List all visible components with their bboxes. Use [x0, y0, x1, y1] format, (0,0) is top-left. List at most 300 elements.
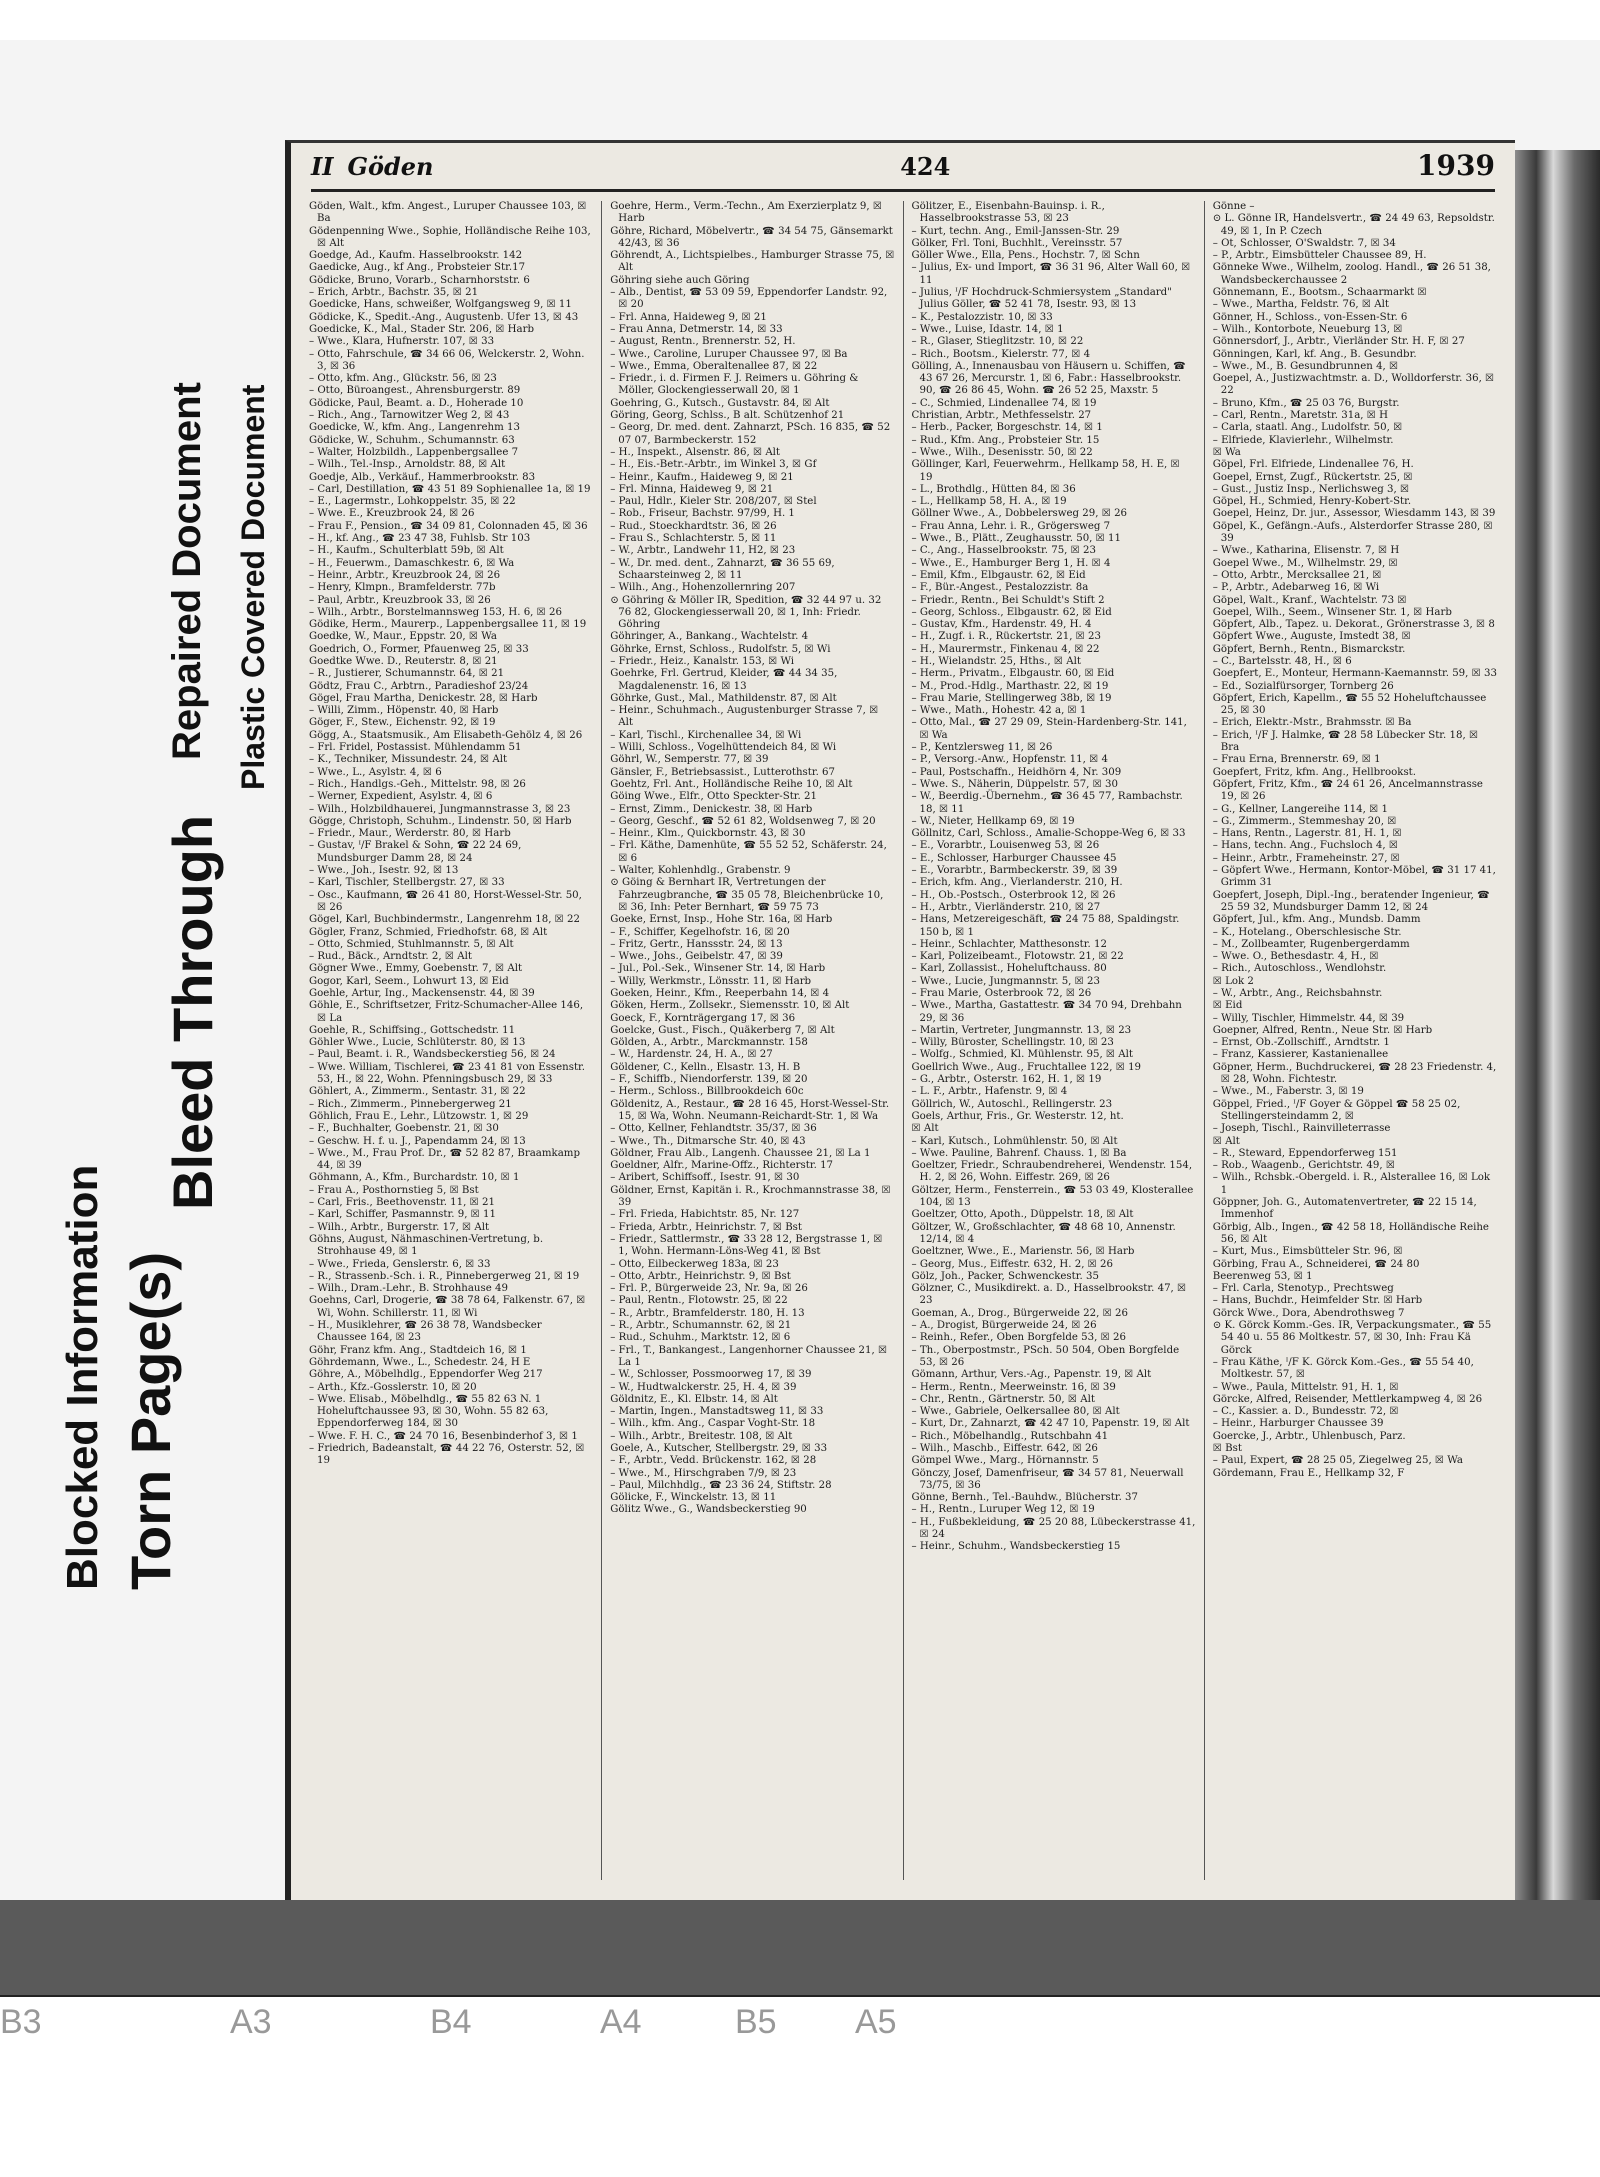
directory-entry: Goepel, Ernst, Zugf., Rückertstr. 25, ☒ [1212, 471, 1413, 483]
directory-entry: – Karl, Polizeibeamt., Flotowstr. 21, ☒ 22 [911, 951, 1124, 963]
directory-entry: Göhns, August, Nähmaschinen-Vertretung, b. Strohhause 49, ☒ 1 [309, 1233, 544, 1258]
directory-entry: Göhmann, A., Kfm., Burchardstr. 10, ☒ 1 [309, 1172, 520, 1184]
directory-entry: – Frau Käthe, ᴵ/F K. Görck Kom.-Ges., ☎ 55 54 40, Moltkestr. 57, ☒ [1212, 1356, 1474, 1381]
directory-entry: – Werner, Expedient, Asylstr. 4, ☒ 6 [309, 791, 493, 803]
directory-entry: ☒ Alt [911, 1123, 939, 1135]
listing-column-3 [904, 201, 1205, 1880]
directory-entry: – Reinh., Refer., Oben Borgfelde 53, ☒ 26 [911, 1332, 1126, 1344]
directory-entry: – Friedr., Rentn., Bei Schuldt's Stift 2 [911, 594, 1105, 606]
directory-entry: Göpfert, Erich, Kapellm., ☎ 55 52 Hoheluftchaussee 25, ☒ 30 [1212, 692, 1487, 717]
directory-entry: – Walter, Holzbildh., Lappenbergsallee 7 [309, 446, 519, 458]
directory-entry: – W., Nieter, Hellkamp 69, ☒ 19 [911, 815, 1075, 827]
directory-entry: – R., Arbtr., Bramfelderstr. 180, H. 13 [610, 1307, 805, 1319]
directory-entry: – C., Bartelsstr. 48, H., ☒ 6 [1212, 655, 1352, 667]
directory-entry: Göpfert, Alb., Tapez. u. Dekorat., Grönerstrasse 3, ☒ 8 [1212, 619, 1495, 631]
directory-entry: Göhrke, Gust., Mal., Mathildenstr. 87, ☒ Alt [610, 692, 837, 704]
stamp-repaired-document: Repaired Document [165, 382, 209, 760]
page-keyword: Göden [347, 152, 434, 181]
directory-entry: – Th., Oberpostmstr., PSch. 50 504, Oben Borgfelde 53, ☒ 26 [911, 1344, 1180, 1368]
directory-entry: ☒ Bst [1212, 1442, 1242, 1454]
directory-entry: – Hans, Rentn., Lagerstr. 81, H. 1, ☒ [1212, 828, 1402, 840]
directory-entry: – K., Hotelang., Oberschlesische Str. [1212, 926, 1402, 938]
directory-entry: Gödtz, Frau C., Arbtrn., Paradieshof 23/24 [309, 680, 529, 692]
directory-entry: Gögg, A., Staatsmusik., Am Elisabeth-Gehölz 4, ☒ 26 [309, 729, 583, 741]
directory-entry: Gögler, Franz, Schmied, Friedhofstr. 68, ☒ Alt [309, 926, 548, 938]
directory-entry: – C., Kassier. a. D., Bundesstr. 72, ☒ [1212, 1406, 1399, 1418]
directory-entry: – K., Pestalozzistr. 10, ☒ 33 [911, 311, 1053, 323]
directory-entry: ☒ Lok 2 [1212, 975, 1254, 987]
directory-entry: Goeltzner, Wwe., E., Marienstr. 56, ☒ Harb [911, 1246, 1135, 1258]
directory-entry: Göllrich, W., Autoschl., Rellingerstr. 23 [911, 1098, 1113, 1110]
directory-entry: – Heinr., Schlachter, Matthesonstr. 12 [911, 938, 1107, 950]
directory-entry: – F., Buchhalter, Goebenstr. 21, ☒ 30 [309, 1123, 499, 1135]
directory-entry: Göken, Herm., Zollsekr., Siemensstr. 10, ☒ Alt [610, 1000, 850, 1012]
directory-entry: Goeltzer, Otto, Apoth., Düppelstr. 18, ☒ Alt [911, 1209, 1134, 1221]
directory-entry: – Arth., Kfz.-Gosslerstr. 10, ☒ 20 [309, 1381, 477, 1393]
directory-entry: Goehre, Herm., Verm.-Techn., Am Exerzierplatz 9, ☒ Harb [610, 201, 883, 225]
directory-entry: – Paul, Beamt. i. R., Wandsbeckerstieg 56, ☒ 24 [309, 1049, 556, 1061]
directory-entry: – W., Beerdig.-Übernehm., ☎ 36 45 77, Rambachstr. 18, ☒ 11 [911, 791, 1183, 815]
directory-entry: Göpel, Walt., Kranf., Wachtelstr. 73 ☒ [1212, 594, 1407, 606]
directory-entry: – Fritz, Gertr., Hanssstr. 24, ☒ 13 [610, 938, 783, 950]
directory-entry: – Rich., Möbelhandlg., Rutschbahn 41 [911, 1430, 1109, 1442]
directory-entry: – Otto, kfm. Ang., Glückstr. 56, ☒ 23 [309, 373, 497, 385]
directory-entry: – Franz, Kassierer, Kastanienallee [1212, 1049, 1389, 1061]
directory-entry: Goelcke, Gust., Fisch., Quäkerberg 7, ☒ Alt [610, 1024, 835, 1036]
directory-entry: – Willy, Werkmstr., Lönsstr. 11, ☒ Harb [610, 975, 812, 987]
directory-entry: – Frl. P., Bürgerweide 23, Nr. 9a, ☒ 26 [610, 1283, 808, 1295]
directory-entry: Goele, A., Kutscher, Stellbergstr. 29, ☒ 33 [610, 1442, 828, 1454]
directory-entry: Gödenpenning Wwe., Sophie, Holländische Reihe 103, ☒ Alt [309, 225, 591, 249]
directory-entry: Goehle, R., Schiffsing., Gottschedstr. 11 [309, 1024, 516, 1036]
directory-entry: – R., Arbtr., Schumannstr. 62, ☒ 21 [610, 1320, 792, 1332]
directory-entry: – Wilh., Ang., Hohenzollernring 207 [610, 582, 796, 594]
directory-entry: – Wwe., Caroline, Luruper Chaussee 97, ☒ Ba [610, 348, 848, 360]
directory-entry: – Wwe. F. H. C., ☎ 24 70 16, Besenbinderhof 3, ☒ 1 [309, 1430, 578, 1442]
directory-entry: Görbig, Alb., Ingen., ☎ 42 58 18, Holländische Reihe 56, ☒ Alt [1212, 1221, 1489, 1245]
directory-entry: – Friedr., Sattlermstr., ☎ 33 28 12, Bergstrasse 1, ☒ 1, Wohn. Hermann-Löns-Weg 41, ☒ Bst [610, 1233, 883, 1258]
directory-entry: – Wolfg., Schmied, Kl. Mühlenstr. 95, ☒ Alt [911, 1049, 1134, 1061]
directory-entry: – Erich, ᴵ/F J. Halmke, ☎ 28 58 Lübecker Str. 18, ☒ Bra [1212, 729, 1479, 754]
directory-entry: Goels, Arthur, Fris., Gr. Westerstr. 12, ht. [911, 1110, 1124, 1122]
directory-entry: – Rud., Stoeckhardtstr. 36, ☒ 26 [610, 520, 777, 532]
directory-entry: Gönningen, Karl, kf. Ang., B. Gesundbr. [1212, 348, 1417, 360]
directory-entry: – Wilh., kfm. Ang., Caspar Voght-Str. 18 [610, 1418, 816, 1430]
directory-entry: – H., Eis.-Betr.-Arbtr., im Winkel 3, ☒ Gf [610, 459, 817, 471]
directory-entry: Göpel, K., Gefängn.-Aufs., Alsterdorfer Strasse 280, ☒ 39 [1212, 520, 1493, 545]
directory-entry: – R., Glaser, Stieglitzstr. 10, ☒ 22 [911, 336, 1084, 348]
directory-entry: ☒ Wa [1212, 446, 1241, 458]
directory-entry: – Karl, Tischl., Kirchenallee 34, ☒ Wi [610, 729, 802, 741]
directory-entry: – Otto, Schmied, Stuhlmannstr. 5, ☒ Alt [309, 938, 514, 950]
directory-entry: – L. F., Arbtr., Hafenstr. 9, ☒ 4 [911, 1086, 1068, 1098]
directory-entry: Goedicke, K., Mal., Stader Str. 206, ☒ Harb [309, 323, 535, 335]
scan-ruler [0, 1995, 1600, 2052]
directory-entry: – H., Musiklehrer, ☎ 26 38 78, Wandsbecker Chaussee 164, ☒ 23 [309, 1320, 542, 1344]
directory-entry: – Rob., Friseur, Bachstr. 97/99, H. 1 [610, 508, 795, 520]
directory-page [285, 140, 1515, 1900]
directory-entry: – F., Bür.-Angest., Pestalozzistr. 8a [911, 582, 1089, 594]
directory-entry: Goehrke, Frl. Gertrud, Kleider, ☎ 44 34 35, Magdalenenstr. 16, ☒ 13 [610, 668, 838, 692]
directory-entry: Göller Wwe., Ella, Pens., Hochstr. 7, ☒ Schn [911, 250, 1140, 262]
directory-entry: Goepel, Wilh., Seem., Winsener Str. 1, ☒ Harb [1212, 606, 1452, 618]
directory-entry: Gögner Wwe., Emmy, Goebenstr. 7, ☒ Alt [309, 963, 523, 975]
directory-entry: – Alb., Dentist, ☎ 53 09 59, Eppendorfer Landstr. 92, ☒ 20 [610, 287, 888, 311]
ruler-mark: A4 [600, 2003, 642, 2041]
directory-entry: – H., Fußbekleidung, ☎ 25 20 88, Lübeckerstrasse 41, ☒ 24 [911, 1516, 1196, 1541]
directory-entry: Gönneke Wwe., Wilhelm, zoolog. Handl., ☎ 26 51 38, Wandsbeckerchaussee 2 [1212, 262, 1491, 286]
directory-entry: – Wwe., Martha, Feldstr. 76, ☒ Alt [1212, 299, 1389, 311]
directory-entry: – Otto, Kellner, Fehlandtstr. 35/37, ☒ 36 [610, 1123, 817, 1135]
directory-entry: Göring, Georg, Schlss., B alt. Schützenhof 21 [610, 410, 845, 422]
directory-entry: Goedicke, Hans, schweißer, Wolfgangsweg 9, ☒ 11 [309, 299, 572, 311]
directory-entry: – Wilh., Dram.-Lehr., B. Strohhause 49 [309, 1283, 508, 1295]
directory-entry: Gönne, Bernh., Tel.-Bauhdw., Blücherstr. 37 [911, 1492, 1139, 1504]
directory-entry: Görbing, Frau A., Schneiderei, ☎ 24 80 [1212, 1258, 1420, 1270]
directory-entry: – Wwe., M., Faberstr. 3, ☒ 19 [1212, 1086, 1364, 1098]
directory-entry: – Frau F., Pension., ☎ 34 09 81, Colonnaden 45, ☒ 36 [309, 520, 588, 532]
directory-entry: – Frau Marie, Osterbrook 72, ☒ 26 [911, 988, 1092, 999]
directory-entry: – Rud., Bäck., Arndtstr. 2, ☒ Alt [309, 951, 472, 963]
listing-column-2 [602, 201, 903, 1880]
directory-entry: Göpfert, Fritz, Kfm., ☎ 24 61 26, Ancelmannstrasse 19, ☒ 26 [1212, 778, 1483, 803]
directory-entry: Göllinger, Karl, Feuerwehrm., Hellkamp 58, H. E, ☒ 19 [911, 459, 1180, 483]
directory-entry: – Frl. Käthe, Damenhüte, ☎ 55 52 52, Schäferstr. 24, ☒ 6 [610, 840, 887, 864]
directory-entry: – G., Zimmerm., Stemmeshay 20, ☒ [1212, 815, 1397, 827]
book-spine-edge [1515, 150, 1600, 1900]
directory-entry: Göpner, Herm., Buchdruckerei, ☎ 28 23 Friedenstr. 4, ☒ 28, Wohn. Fichtestr. [1212, 1061, 1497, 1086]
directory-entry: – Carla, staatl. Ang., Ludolfstr. 50, ☒ [1212, 422, 1403, 434]
stamp-bleed-through: Bleed Through [161, 814, 224, 1210]
directory-entry: Goedge, Ad., Kaufm. Hasselbrookstr. 142 [309, 250, 523, 262]
directory-entry: – Hans, techn. Ang., Fuchsloch 4, ☒ [1212, 840, 1399, 852]
directory-entry: – Herm., Privatm., Elbgaustr. 60, ☒ Eid [911, 668, 1115, 680]
ruler-mark: A5 [855, 2003, 897, 2041]
directory-entry: – Wwe., Johs., Geibelstr. 47, ☒ 39 [610, 951, 783, 963]
directory-entry: Göpfert, Jul., kfm. Ang., Mundsb. Damm [1212, 914, 1421, 926]
directory-entry: – H., Kaufm., Schulterblatt 59b, ☒ Alt [309, 545, 504, 557]
directory-entry: – Georg, Mus., Eiffestr. 632, H. 2, ☒ 26 [911, 1258, 1114, 1270]
directory-entry: – Wilh., Holzbildhauerei, Jungmannstrasse 3, ☒ 23 [309, 803, 571, 815]
listing-column-4 [1205, 201, 1505, 1880]
directory-entry: – H., kf. Ang., ☎ 23 47 38, Fuhlsb. Str 103 [309, 533, 531, 545]
directory-entry: – W., Hudtwalckerstr. 25, H. 4, ☒ 39 [610, 1381, 797, 1393]
directory-entry: – Paul, Hdlr., Kieler Str. 208/207, ☒ Stel [610, 496, 817, 508]
directory-entry: Gaedicke, Aug., kf Ang., Probsteier Str.17 [309, 262, 526, 274]
directory-entry: – Herb., Packer, Borgeschstr. 14, ☒ 1 [911, 422, 1103, 434]
directory-entry: ⊙ L. Gönne IR, Handelsvertr., ☎ 24 49 63, Repsoldstr. 49, ☒ 1, In P. Czech [1212, 213, 1495, 237]
directory-entry: – Rich., Autoschloss., Wendlohstr. [1212, 963, 1387, 975]
directory-entry: Gödike, Herm., Maurerp., Lappenbergsallee 11, ☒ 19 [309, 619, 587, 631]
directory-entry: Göhre, Richard, Möbelvertr., ☎ 34 54 75, Gänsemarkt 42/43, ☒ 36 [610, 225, 893, 249]
directory-entry: Göhre, A., Möbelhdlg., Eppendorfer Weg 217 [309, 1369, 543, 1381]
directory-entry: Gölitz Wwe., G., Wandsbeckerstieg 90 [610, 1504, 807, 1516]
directory-entry: – Rich., Ang., Tarnowitzer Weg 2, ☒ 43 [309, 410, 510, 422]
directory-entry: – P., Arbtr., Eimsbütteler Chaussee 89, H. [1212, 250, 1427, 262]
directory-entry: – P., Versorg.-Anw., Hopfenstr. 11, ☒ 4 [911, 754, 1108, 766]
directory-entry: ⊙ Göing & Bernhart IR, Vertretungen der Fahrzeugbranche, ☎ 35 05 78, Bleichenbrücke 10, ☒ 36, Inh: Peter Bernhart, ☎ 59 75 73 [610, 877, 884, 913]
directory-entry: Göhle, E., Schriftsetzer, Fritz-Schumacher-Allee 146, ☒ La [309, 1000, 584, 1024]
directory-entry: – Wwe., Math., Hohestr. 42 a, ☒ 1 [911, 705, 1087, 717]
directory-entry: – Frau S., Schlachterstr. 5, ☒ 11 [610, 533, 777, 545]
listing-columns [301, 201, 1505, 1880]
directory-entry: – W., Schlosser, Possmoorweg 17, ☒ 39 [610, 1369, 812, 1381]
directory-entry: Goeldner, Alfr., Marine-Offz., Richterstr. 17 [610, 1160, 834, 1172]
directory-entry: – Heinr., Klm., Quickbornstr. 43, ☒ 30 [610, 828, 806, 840]
directory-entry: – Frau Anna, Lehr. i. R., Grögersweg 7 [911, 520, 1111, 532]
directory-entry: Goepner, Alfred, Rentn., Neue Str. ☒ Harb [1212, 1024, 1433, 1036]
directory-entry: – H., Zugf. i. R., Rückertstr. 21, ☒ 23 [911, 631, 1102, 643]
directory-entry: Goedtke Wwe. D., Reuterstr. 8, ☒ 21 [309, 655, 498, 667]
directory-entry: Göltzer, W., Großschlachter, ☎ 48 68 10, Annenstr. 12/14, ☒ 4 [911, 1221, 1176, 1245]
directory-entry: – Wwe., Th., Ditmarsche Str. 40, ☒ 43 [610, 1135, 806, 1147]
directory-entry: ☒ Alt [1212, 1135, 1240, 1147]
directory-entry: Gödicke, Paul, Beamt. a. D., Hoherade 10 [309, 397, 524, 409]
directory-entry: Gördemann, Frau E., Hellkamp 32, F [1212, 1467, 1405, 1479]
directory-entry: – Karl, Kutsch., Lohmühlenstr. 50, ☒ Alt [911, 1135, 1118, 1147]
directory-entry: – G., Arbtr., Osterstr. 162, H. 1, ☒ 19 [911, 1074, 1102, 1086]
directory-entry: – Herm., Schloss., Billbrookdeich 60c [610, 1086, 804, 1098]
directory-entry: Goepfert, Joseph, Dipl.-Ing., beratender Ingenieur, ☎ 25 59 32, Mundsburger Damm 12, ☒ 24 [1212, 889, 1490, 913]
directory-entry: – Paul, Expert, ☎ 28 25 05, Ziegelweg 25, ☒ Wa [1212, 1455, 1463, 1467]
directory-entry: – P., Kentzlersweg 11, ☒ 26 [911, 742, 1053, 754]
directory-entry: Görcke, Alfred, Reisender, Mettlerkampweg 4, ☒ 26 [1212, 1393, 1483, 1405]
directory-entry: – Julius, ᴵ/F Hochdruck-Schmiersystem „Standard" Julius Göller, ☎ 52 41 78, Isestr. 93, ☒ 13 [911, 287, 1172, 311]
ruler-mark: B4 [430, 2003, 472, 2041]
directory-entry: – Otto, Mal., ☎ 27 29 09, Stein-Hardenberg-Str. 141, ☒ Wa [911, 717, 1187, 741]
directory-entry: Göhring siehe auch Göring [610, 274, 750, 286]
directory-entry: – Wwe., M., B. Gesundbrunnen 4, ☒ [1212, 360, 1399, 372]
directory-entry: – Heinr., Kaufm., Haideweg 9, ☒ 21 [610, 471, 794, 483]
directory-entry: – Wwe., M., Hirschgraben 7/9, ☒ 23 [610, 1467, 797, 1479]
directory-entry: – Wwe., Lucie, Jungmannstr. 5, ☒ 23 [911, 975, 1100, 987]
directory-entry: – Heinr., Arbtr., Kreuzbrook 24, ☒ 26 [309, 569, 501, 581]
ruler-mark: B3 [0, 2003, 42, 2041]
directory-entry: – Wwe., Emma, Oberaltenallee 87, ☒ 22 [610, 360, 818, 372]
directory-entry: Göhler Wwe., Lucie, Schlüterstr. 80, ☒ 13 [309, 1037, 526, 1049]
directory-entry: – Jul., Pol.-Sek., Winsener Str. 14, ☒ Harb [610, 963, 826, 975]
directory-entry: – E., Schlosser, Harburger Chaussee 45 [911, 852, 1117, 864]
directory-entry: Gögel, Karl, Buchbindermstr., Langenrehm 18, ☒ 22 [309, 914, 581, 926]
directory-entry: – Ernst, Zimm., Denickestr. 38, ☒ Harb [610, 803, 813, 815]
directory-entry: – Walter, Kohlenhdlg., Grabenstr. 9 [610, 865, 791, 877]
directory-entry: – Henry, Klmpn., Bramfelderstr. 77b [309, 582, 496, 594]
directory-entry: – Frl. Anna, Haideweg 9, ☒ 21 [610, 311, 767, 323]
directory-entry: – Wilh., Tel.-Insp., Arnoldstr. 88, ☒ Alt [309, 459, 506, 471]
directory-entry: Göppel, Fried., ᴵ/F Goyer & Göppel ☎ 58 25 02, Stellingersteindamm 2, ☒ [1212, 1098, 1461, 1122]
directory-entry: – K., Techniker, Missundestr. 24, ☒ Alt [309, 754, 508, 766]
directory-entry: Göhrl, W., Semperstr. 77, ☒ 39 [610, 754, 769, 766]
directory-entry: Goeltzer, Friedr., Schraubendreherei, Wendenstr. 154, H. 2, ☒ 26, Wohn. Eiffestr. 269, ☒ 26 [911, 1160, 1193, 1184]
directory-entry: Gönczy, Josef, Damenfriseur, ☎ 34 57 81, Neuerwall 73/75, ☒ 36 [911, 1467, 1184, 1491]
directory-entry: – Friedr., i. d. Firmen F. J. Reimers u. Göhring & Möller, Glockengiesserwall 20, ☒ 1 [610, 373, 859, 397]
directory-entry: – Frl. Carla, Stenotyp., Prechtsweg [1212, 1283, 1394, 1295]
directory-entry: – Wwe., Luise, Idastr. 14, ☒ 1 [911, 323, 1064, 335]
directory-entry: – Karl, Schiffer, Pasmannstr. 9, ☒ 11 [309, 1209, 497, 1221]
directory-entry: – Wwe., Frieda, Genslerstr. 6, ☒ 33 [309, 1258, 491, 1270]
directory-entry: – Otto, Fahrschule, ☎ 34 66 06, Welckerstr. 2, Wohn. 3, ☒ 36 [309, 348, 585, 372]
directory-entry: – Wwe. Pauline, Bahrenf. Chauss. 1, ☒ Ba [911, 1147, 1127, 1159]
directory-entry: Goepfert, Fritz, kfm. Ang., Hellbrookst. [1212, 766, 1417, 778]
directory-entry: – Wwe., M., Frau Prof. Dr., ☎ 52 82 87, Braamkamp 44, ☒ 39 [309, 1147, 580, 1172]
directory-entry: Gönner, H., Schloss., von-Essen-Str. 6 [1212, 311, 1408, 323]
directory-entry: Göltzer, Herm., Fensterrein., ☎ 53 03 49, Klosterallee 104, ☒ 13 [911, 1184, 1194, 1209]
directory-entry: – Otto, Büroangest., Ahrensburgerstr. 89 [309, 385, 521, 397]
directory-entry: Beerenweg 53, ☒ 1 [1212, 1270, 1313, 1282]
directory-entry: Gölzner, C., Musikdirekt. a. D., Hasselbrookstr. 47, ☒ 23 [911, 1283, 1187, 1307]
directory-entry: – Erich, Elektr.-Mstr., Brahmsstr. ☒ Ba [1212, 717, 1412, 729]
directory-entry: – Ed., Sozialfürsorger, Tornberg 26 [1212, 680, 1394, 692]
directory-entry: – F., Schiffer, Kegelhofstr. 16, ☒ 20 [610, 926, 790, 938]
directory-entry: Göldner, Ernst, Kapitän i. R., Krochmannstrasse 38, ☒ 39 [610, 1184, 891, 1209]
directory-entry: – A., Drogist, Bürgerweide 24, ☒ 26 [911, 1320, 1097, 1332]
directory-year: 1939 [1417, 149, 1495, 182]
directory-entry: Goeman, A., Drog., Bürgerweide 22, ☒ 26 [911, 1307, 1128, 1319]
directory-entry: – Wwe. Elisab., Möbelhdlg., ☎ 55 82 63 N. 1 Hoheluftchaussee 93, ☒ 30, Wohn. 55 82 63, Eppendorferweg 184, ☒ 30 [309, 1393, 549, 1430]
directory-entry: – Osc., Kaufmann, ☎ 26 41 80, Horst-Wessel-Str. 50, ☒ 26 [309, 889, 582, 913]
directory-entry: – Wwe., Katharina, Elisenstr. 7, ☒ H [1212, 545, 1400, 557]
directory-entry: – L., Hellkamp 58, H. A., ☒ 19 [911, 496, 1067, 508]
directory-entry: Göhr, Franz kfm. Ang., Stadtdeich 16, ☒ 1 [309, 1344, 527, 1356]
directory-entry: Göllner Wwe., A., Dobbelersweg 29, ☒ 26 [911, 508, 1128, 520]
directory-entry: – Ernst, Ob.-Zollschiff., Arndtstr. 1 [1212, 1037, 1390, 1049]
directory-entry: – C., Schmied, Lindenallee 74, ☒ 19 [911, 397, 1097, 409]
directory-entry: Gölling, A., Innenausbau von Häusern u. Schiffen, ☎ 43 67 26, Mercurstr. 1, ☒ 6, Fabr.: Hasselbrookstr. 90, ☎ 26 86 45, Wohn. ☎ 26 52 25, Maxstr. 5 [911, 360, 1186, 397]
directory-entry: – Kurt, techn. Ang., Emil-Janssen-Str. 29 [911, 225, 1120, 237]
directory-entry: – Heinr., Schuhmach., Augustenburger Strasse 7, ☒ Alt [610, 705, 879, 729]
directory-entry: – Friedr., Maur., Werderstr. 80, ☒ Harb [309, 828, 511, 840]
directory-entry: – Friedrich, Badeanstalt, ☎ 44 22 76, Osterstr. 52, ☒ 19 [309, 1442, 585, 1467]
directory-entry: Gölitzer, E., Eisenbahn-Bauinsp. i. R., Hasselbrookstrasse 53, ☒ 23 [911, 201, 1105, 225]
directory-entry: – Wwe. E., Kreuzbrook 24, ☒ 26 [309, 508, 475, 520]
directory-entry: – M., Prod.-Hdlg., Marthastr. 22, ☒ 19 [911, 680, 1109, 692]
directory-entry: – Emil, Kfm., Elbgaustr. 62, ☒ Eid [911, 569, 1086, 581]
stamp-blocked-information: Blocked Information [58, 1164, 107, 1590]
directory-entry: – Rob., Waagenb., Gerichtstr. 49, ☒ [1212, 1160, 1395, 1172]
directory-entry: Goedrich, O., Former, Pfauenweg 25, ☒ 33 [309, 643, 529, 655]
directory-entry: – Wwe., Martha, Gastattestr. ☎ 34 70 94, Drehbahn 29, ☒ 36 [911, 1000, 1182, 1024]
directory-entry: – Carl, Fris., Beethovenstr. 11, ☒ 21 [309, 1197, 495, 1209]
directory-entry: – Wilh., Kontorbote, Neueburg 13, ☒ [1212, 323, 1403, 335]
directory-entry: – H., Rentn., Luruper Weg 12, ☒ 19 [911, 1504, 1095, 1516]
directory-entry: – P., Arbtr., Adebarweg 16, ☒ Wi [1212, 582, 1380, 594]
directory-entry: – R., Steward, Eppendorferweg 151 [1212, 1147, 1398, 1159]
directory-entry: Goepel Wwe., M., Wilhelmstr. 29, ☒ [1212, 557, 1398, 569]
directory-entry: Goehle, Artur, Ing., Mackensenstr. 44, ☒ 39 [309, 988, 535, 999]
directory-entry: – Elfriede, Klavierlehr., Wilhelmstr. [1212, 434, 1394, 446]
directory-entry: Christian, Arbtr., Methfesselstr. 27 [911, 410, 1092, 422]
directory-entry: ⊙ Göhring & Möller IR, Spedition, ☎ 32 44 97 u. 32 76 82, Glockengiesserwall 20, ☒ 1, Inh: Friedr. Göhring [610, 594, 882, 631]
directory-entry: Gönne – [1212, 201, 1255, 212]
directory-entry: Gögel, Frau Martha, Denickestr. 28, ☒ Harb [309, 692, 538, 704]
directory-entry: – Carl, Rentn., Maretstr. 31a, ☒ H [1212, 410, 1389, 422]
directory-entry: Göhrdemann, Wwe., L., Schedestr. 24, H E [309, 1356, 531, 1368]
directory-entry: Göing Wwe., Elfr., Otto Speckter-Str. 21 [610, 791, 817, 803]
directory-entry: Gölz, Joh., Packer, Schwenckestr. 35 [911, 1270, 1099, 1282]
directory-entry: – R., Strassenb.-Sch. i. R., Pinnebergerweg 21, ☒ 19 [309, 1270, 580, 1282]
directory-entry: Göldnitz, E., Kl. Elbstr. 14, ☒ Alt [610, 1393, 778, 1405]
directory-entry: Gönnersdorf, J., Arbtr., Vierländer Str. H. F, ☒ 27 [1212, 336, 1465, 348]
directory-entry: – Frau A., Posthornstieg 5, ☒ Bst [309, 1184, 479, 1196]
directory-entry: – Rich., Handlgs.-Geh., Mittelstr. 98, ☒ 26 [309, 778, 526, 790]
directory-entry: – Karl, Tischler, Stellbergstr. 27, ☒ 33 [309, 877, 505, 889]
directory-entry: – Georg, Schloss., Elbgaustr. 62, ☒ Eid [911, 606, 1112, 618]
directory-entry: – Friedr., Heiz., Kanalstr. 153, ☒ Wi [610, 655, 795, 667]
directory-entry: – Wwe., Paula, Mittelstr. 91, H. 1, ☒ [1212, 1381, 1399, 1393]
directory-entry: – H., Inspekt., Alsenstr. 86, ☒ Alt [610, 446, 781, 458]
directory-entry: Goehring, G., Kutsch., Gustavstr. 84, ☒ Alt [610, 397, 830, 409]
directory-entry: Gölicke, F., Winckelstr. 13, ☒ 11 [610, 1492, 777, 1504]
directory-entry: Goeke, Ernst, Insp., Hohe Str. 16a, ☒ Harb [610, 914, 833, 926]
directory-entry: Göpel, H., Schmied, Henry-Kobert-Str. [1212, 496, 1412, 508]
directory-entry: – Rich., Zimmerm., Pinnebergerweg 21 [309, 1098, 512, 1110]
directory-entry: – Hans, Metzereigeschäft, ☎ 24 75 88, Spaldingstr. 150 b, ☒ 1 [911, 914, 1180, 938]
directory-entry: Goepel, A., Justizwachtmstr. a. D., Wolldorferstr. 36, ☒ 22 [1212, 373, 1495, 397]
directory-entry: Goellrich Wwe., Aug., Fruchtallee 122, ☒ 19 [911, 1061, 1142, 1073]
directory-entry: Goedje, Alb., Verkäuf., Hammerbrookstr. 83 [309, 471, 536, 483]
directory-entry: – W., Hardenstr. 24, H. A., ☒ 27 [610, 1049, 773, 1061]
directory-entry: – Rich., Bootsm., Kielerstr. 77, ☒ 4 [911, 348, 1091, 360]
directory-entry: – Wilh., Arbtr., Breitestr. 108, ☒ Alt [610, 1430, 793, 1442]
directory-entry: Gogor, Karl, Seem., Lohwurt 13, ☒ Eid [309, 975, 509, 987]
directory-entry: Gölden, A., Arbtr., Marckmannstr. 158 [610, 1037, 808, 1049]
directory-entry: Göldner, Frau Alb., Langenh. Chaussee 21, ☒ La 1 [610, 1147, 871, 1159]
directory-entry: Gömpel Wwe., Marg., Hörnannstr. 5 [911, 1455, 1099, 1467]
directory-entry: – Paul, Arbtr., Kreuzbrook 33, ☒ 26 [309, 594, 491, 606]
directory-entry: Göhringer, A., Bankang., Wachtelstr. 4 [610, 631, 809, 643]
directory-entry: – Wilh., Arbtr., Borstelmannsweg 153, H. 6, ☒ 26 [309, 606, 562, 618]
directory-entry: – Wilh., Maschb., Eiffestr. 642, ☒ 26 [911, 1442, 1098, 1454]
directory-entry: Gödicke, K., Spedit.-Ang., Augustenb. Ufer 13, ☒ 43 [309, 311, 579, 323]
directory-entry: – Martin, Vertreter, Jungmannstr. 13, ☒ 23 [911, 1024, 1132, 1036]
directory-entry: – Martin, Ingen., Manstadtsweg 11, ☒ 33 [610, 1406, 824, 1418]
directory-entry: Göhlert, A., Zimmerm., Sentastr. 31, ☒ 22 [309, 1086, 526, 1098]
directory-entry: – H., Wielandstr. 25, Hths., ☒ Alt [911, 655, 1081, 667]
directory-entry: Gödicke, W., Schuhm., Schumannstr. 63 [309, 434, 515, 446]
directory-entry: – Erich, kfm. Ang., Vierlanderstr. 210, H. [911, 877, 1123, 889]
directory-entry: – Willy, Tischler, Himmelstr. 44, ☒ 39 [1212, 1012, 1405, 1024]
directory-entry: – Julius, Ex- und Import, ☎ 36 31 96, Alter Wall 60, ☒ 11 [911, 262, 1191, 286]
directory-entry: – Ot, Schlosser, O'Swaldstr. 7, ☒ 34 [1212, 237, 1396, 249]
directory-entry: – H., Arbtr., Vierländerstr. 210, ☒ 27 [911, 901, 1101, 913]
directory-entry: – W., Arbtr., Landwehr 11, H2, ☒ 23 [610, 545, 796, 557]
directory-entry: – C., Ang., Hasselbrookstr. 75, ☒ 23 [911, 545, 1096, 557]
page-header [311, 149, 1495, 192]
directory-entry: – Carl, Destillation, ☎ 43 51 89 Sophienallee 1a, ☒ 19 [309, 483, 591, 495]
directory-entry: – Heinr., Schuhm., Wandsbeckerstieg 15 [911, 1541, 1121, 1553]
directory-entry: – Kurt, Dr., Zahnarzt, ☎ 42 47 10, Papenstr. 19, ☒ Alt [911, 1418, 1190, 1430]
directory-entry: – Heinr., Harburger Chaussee 39 [1212, 1418, 1384, 1430]
directory-entry: – Rud., Kfm. Ang., Probsteier Str. 15 [911, 434, 1100, 446]
directory-entry: – Wwe. S., Näherin, Düppelstr. 57, ☒ 30 [911, 778, 1118, 790]
directory-entry: – Gust., Justiz Insp., Nerlichsweg 3, ☒ [1212, 483, 1410, 495]
directory-entry: – Georg, Dr. med. dent. Zahnarzt, PSch. 16 835, ☎ 52 07 07, Barmbeckerstr. 152 [610, 422, 891, 446]
directory-entry: – Wwe., Klara, Hufnerstr. 107, ☒ 33 [309, 336, 495, 348]
directory-entry: Göldenitz, A., Restaur., ☎ 28 16 45, Horst-Wessel-Str. 15, ☒ Wa, Wohn. Neumann-Reichardt-Str. 1, ☒ Wa [610, 1098, 890, 1122]
directory-entry: Goedke, W., Maur., Eppstr. 20, ☒ Wa [309, 631, 497, 643]
directory-entry: – Wwe. William, Tischlerei, ☎ 23 41 81 von Essenstr. 53, H., ☒ 22, Wohn. Pfenningsbusch 29, ☒ 33 [309, 1061, 586, 1086]
directory-entry: – Frl. Fridel, Postassist. Mühlendamm 51 [309, 742, 522, 754]
directory-entry: – Wwe., Joh., Isestr. 92, ☒ 13 [309, 865, 459, 877]
directory-entry: – Otto, Arbtr., Heinrichstr. 9, ☒ Bst [610, 1270, 791, 1282]
directory-entry: ☒ Eid [1212, 1000, 1243, 1012]
directory-entry: Gögge, Christoph, Schuhm., Lindenstr. 50, ☒ Harb [309, 815, 572, 827]
directory-entry: – Wwe., L., Asylstr. 4, ☒ 6 [309, 766, 442, 778]
directory-entry: Göldener, C., Kelln., Elsastr. 13, H. B [610, 1061, 801, 1073]
directory-entry: – Frl., T., Bankangest., Langenhorner Chaussee 21, ☒ La 1 [610, 1344, 888, 1368]
directory-entry: – W., Arbtr., Ang., Reichsbahnstr. [1212, 988, 1383, 999]
directory-entry: – Willi, Zimm., Höpenstr. 40, ☒ Harb [309, 705, 499, 717]
